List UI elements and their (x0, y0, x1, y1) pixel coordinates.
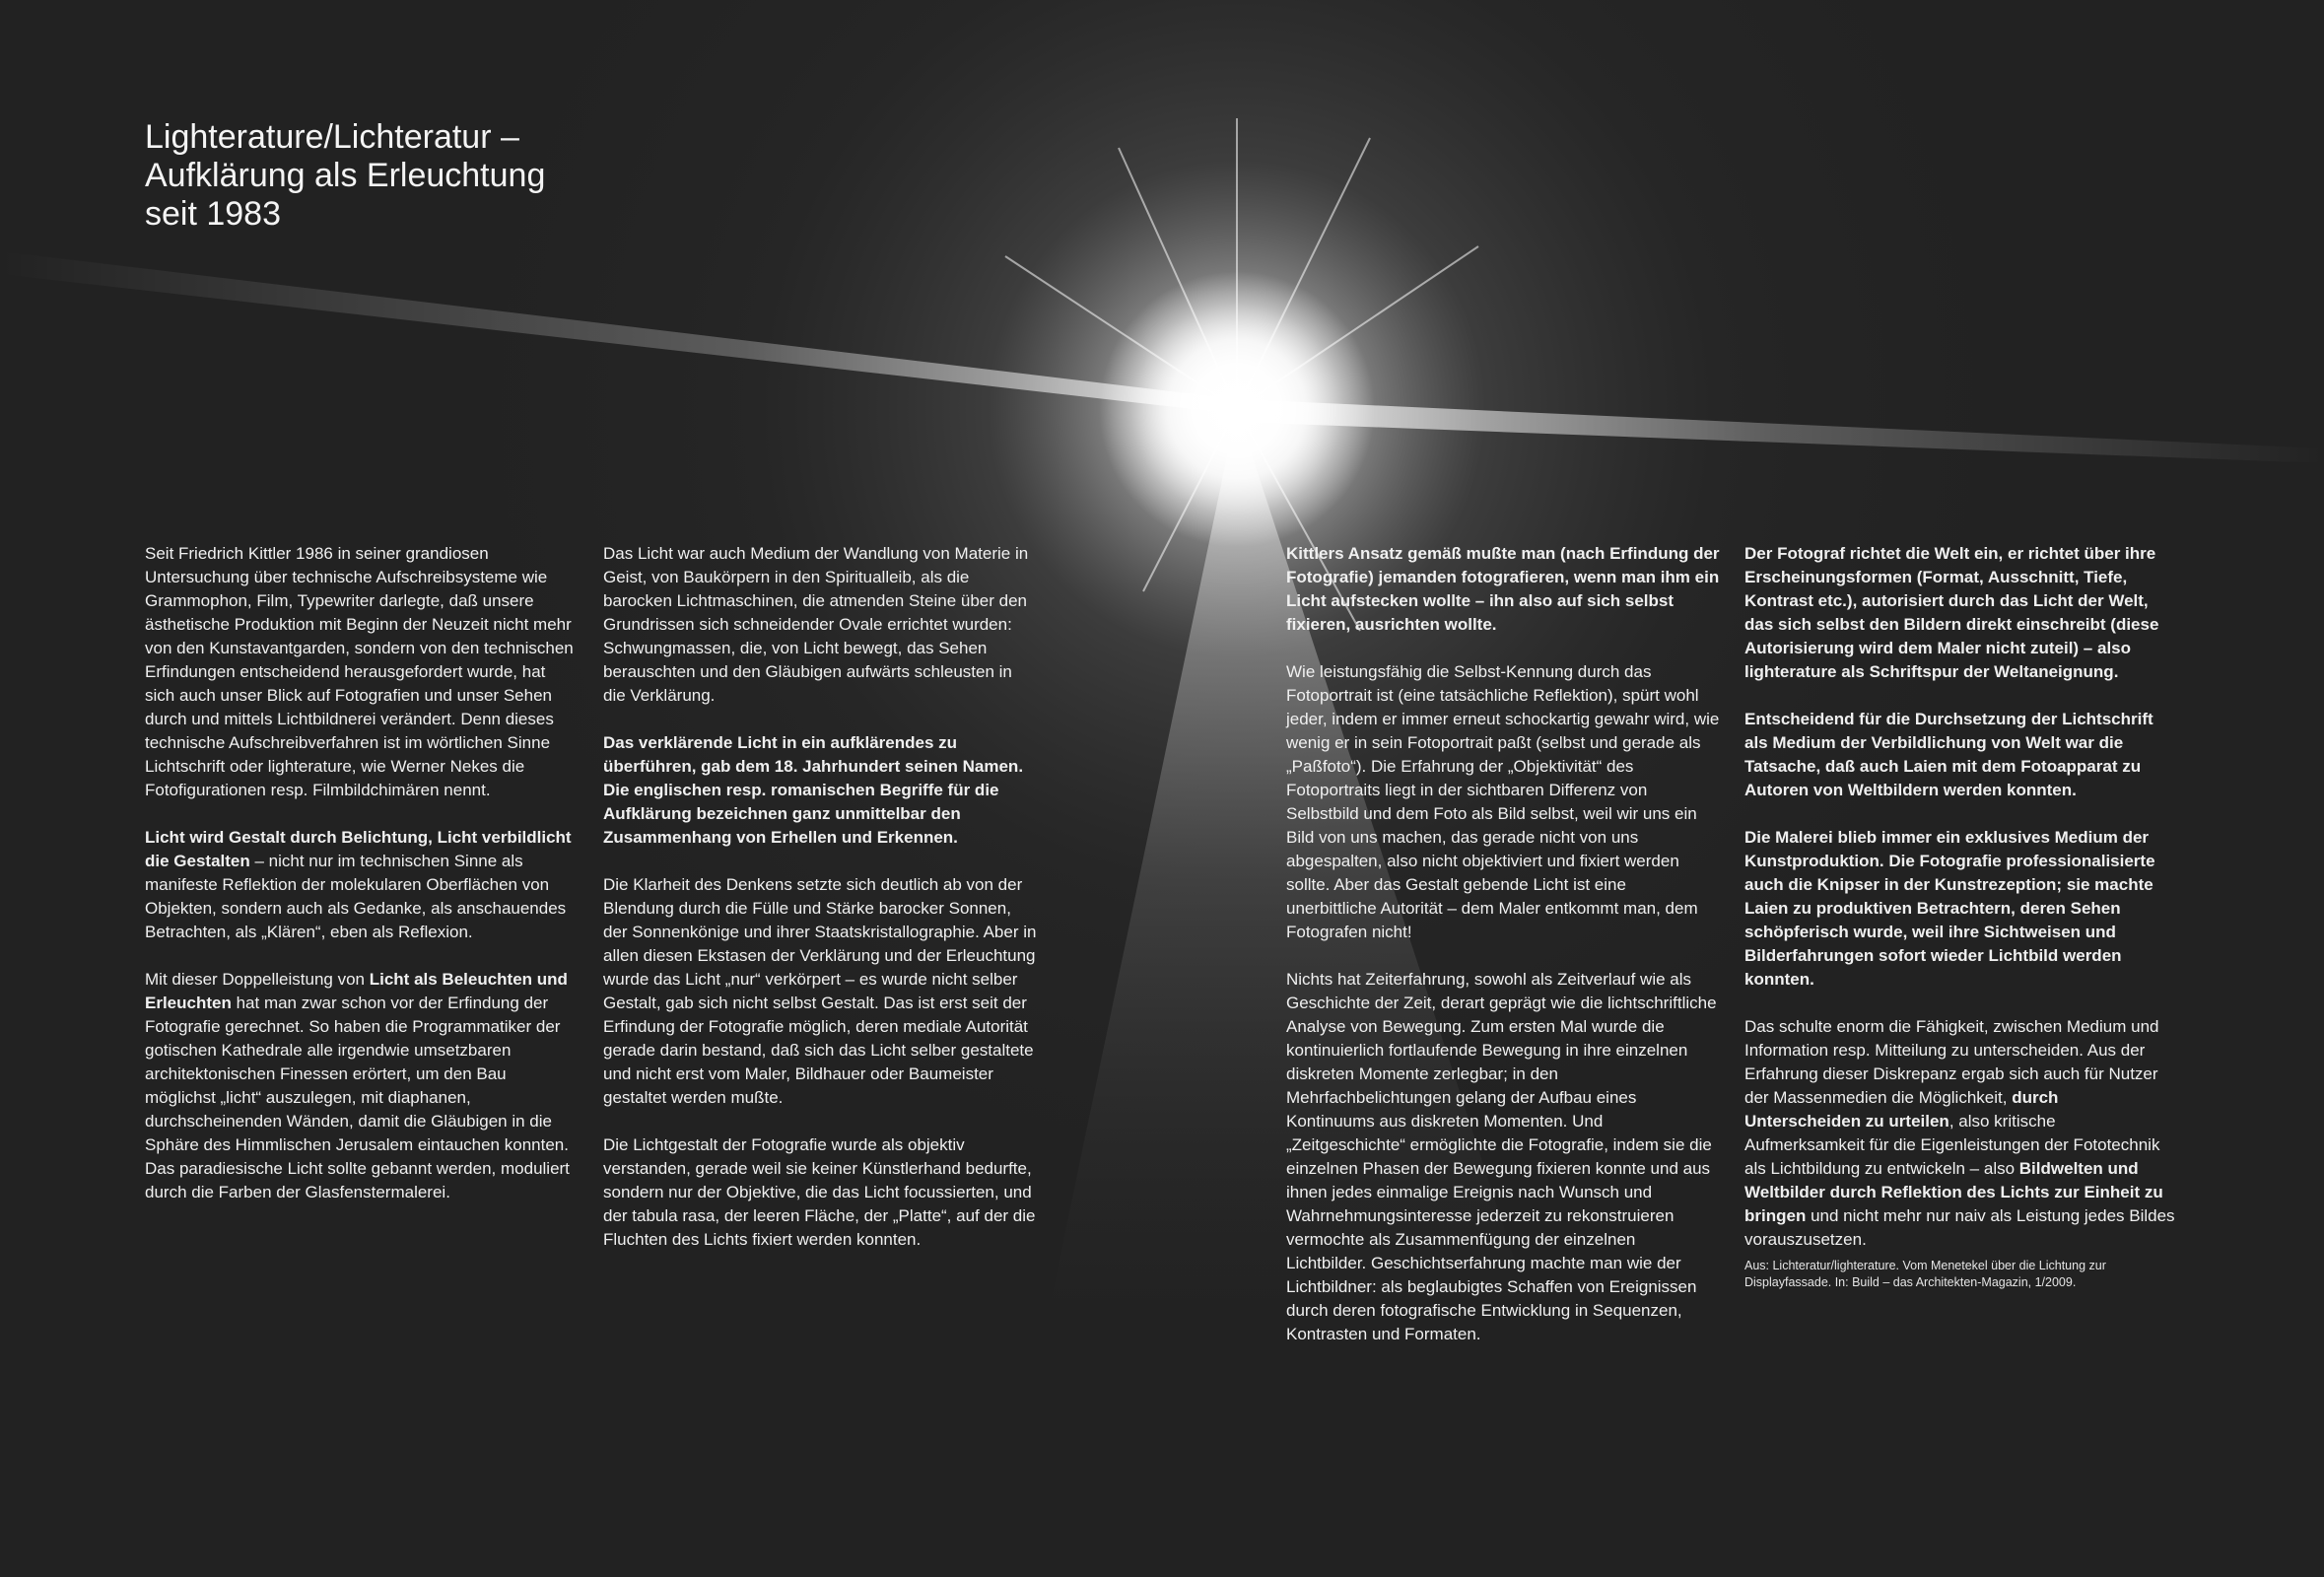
paragraph: Die Lichtgestalt der Fotografie wurde als objektiv verstanden, gerade weil sie keiner Künstlerhand bedurfte, sondern nur der Objektive, die das Licht focussierten, und der tabula rasa, der leeren Fläche, der „Platte“, auf der die Fluchten des Lichts fixiert werden konnten. (603, 1135, 1036, 1249)
source-citation: Aus: Lichteratur/lighterature. Vom Menetekel über die Lichtung zur Displayfassade. In: Build – das Architekten-Magazin, 1/2009. (1744, 1259, 2106, 1289)
title-line-1: Lighterature/Lichteratur – (145, 118, 519, 156)
paragraph-pre: Mit dieser Doppelleistung von (145, 970, 370, 989)
paragraph-bold: Entscheidend für die Durchsetzung der Lichtschrift als Medium der Verbildlichung von Welt war die Tatsache, daß auch Laien mit dem Fotoapparat zu Autoren von Weltbildern werden konnten. (1744, 710, 2153, 799)
page-title (145, 118, 697, 234)
text-column-4 (1744, 542, 2178, 1315)
paragraph-mid: , also kritische Aufmerksamkeit für die Eigenleistungen der Fototechnik als Lichtbildung zu entwickeln – also (1744, 1112, 2160, 1178)
paragraph-rest: – nicht nur im technischen Sinne als manifeste Reflektion der molekularen Oberflächen von Objekten, sondern auch als Gedanke, als anschauendes Betrachten, als „Klären“, eben als Reflexion. (145, 852, 567, 941)
paragraph: Die Klarheit des Denkens setzte sich deutlich ab von der Blendung durch die Fülle und Stärke barocker Sonnen, der Sonnenkönige und ihrer Staatskristallographie. Aber in allen diesen Ekstasen der Verklärung und der Erleuchtung wurde das Licht „nur“ verkörpert – es wurde nicht selber Gestalt, gab sich nicht selbst Gestalt. Das ist erst seit der Erfindung der Fotografie möglich, deren mediale Autorität gerade darin bestand, daß sich das Licht selber gestaltete und nicht erst vom Maler, Bildhauer oder Baumeister gestaltet werden mußte. (603, 875, 1037, 1107)
paragraph-bold: Die Malerei blieb immer ein exklusives Medium der Kunstproduktion. Die Fotografie professionalisierte auch die Knipser in der Kunstrezeption; sie machte Laien zu produktiven Betrachtern, deren Sehen schöpferisch wurde, weil ihre Sichtweisen und Bilderfahrungen sofort wieder Lichtbild werden konnten. (1744, 828, 2155, 989)
text-column-2 (603, 542, 1037, 1275)
title-line-3: seit 1983 (145, 195, 281, 233)
title-line-2: Aufklärung als Erleuchtung (145, 157, 546, 194)
paragraph (1744, 1015, 2178, 1252)
paragraph-bold: Kittlers Ansatz gemäß mußte man (nach Erfindung der Fotografie) jemanden fotografieren, wenn man ihm ein Licht aufstecken wollte – ihn also auf sich selbst fixieren, ausrichten wollte. (1286, 544, 1720, 634)
paragraph-bold: Der Fotograf richtet die Welt ein, er richtet über ihre Erscheinungsformen (Format, Ausschnitt, Tiefe, Kontrast etc.), autorisiert durch das Licht der Welt, das sich selbst den Bildern direkt einschreibt (diese Autorisierung wird dem Maler nicht zuteil) – also lighterature als Schriftspur der Weltaneignung. (1744, 544, 2159, 681)
paragraph-rest: und nicht mehr nur naiv als Leistung jedes Bildes vorauszusetzen. (1744, 1206, 2175, 1249)
text-column-1 (145, 542, 579, 1228)
paragraph: Seit Friedrich Kittler 1986 in seiner grandiosen Untersuchung über technische Aufschreibsysteme wie Grammophon, Film, Typewriter darlegte, daß unsere ästhetische Produktion mit Beginn der Neuzeit nicht mehr von den Kunstavantgarden, sondern von den technischen Erfindungen entscheidend herausgefordert wurde, hat sich auch unser Blick auf Fotografien und unser Sehen durch und mittels Lichtbildnerei verändert. Denn dieses technische Aufschreibverfahren ist im wörtlichen Sinne Lichtschrift oder lighterature, wie Werner Nekes die Fotofigurationen resp. Filmbildchimären nennt. (145, 544, 574, 799)
paragraph-mid-bold-2: Bildwelten und Weltbilder durch Reflektion des Lichts zur Einheit zu bringen (1744, 1159, 2163, 1225)
paragraph: Das Licht war auch Medium der Wandlung von Materie in Geist, von Baukörpern in den Spiritualleib, als die barocken Lichtmaschinen, die atmenden Steine über den Grundrissen sich schneidender Ovale errichtet wurden: Schwungmassen, die, von Licht bewegt, das Sehen berauschten und den Gläubigen aufwärts schleusten in die Verklärung. (603, 544, 1029, 705)
paragraph: Nichts hat Zeiterfahrung, sowohl als Zeitverlauf wie als Geschichte der Zeit, derart geprägt wie die lichtschriftliche Analyse von Bewegung. Zum ersten Mal wurde die kontinuierlich fortlaufende Bewegung in ihre einzelnen diskreten Momente zerlegbar; in den Mehrfachbelichtungen gelang der Aufbau eines Kontinuums aus diskreten Momenten. Und „Zeitgeschichte“ ermöglichte die Fotografie, indem sie die einzelnen Phasen der Bewegung fixieren konnte und aus ihnen jedes einmalige Ereignis nach Wunsch und Wahrnehmungsinteresse jederzeit zu rekonstruieren vermochte als Zusammenfügung der einzelnen Lichtbilder. Geschichtserfahrung machte man wie der Lichtbildner: als beglaubigtes Schaffen von Ereignissen durch deren fotografische Entwicklung in Sequenzen, Kontrasten und Formaten. (1286, 970, 1717, 1343)
paragraph-mid-bold: Licht als Beleuchten und Erleuchten (145, 970, 568, 1012)
paragraph (145, 968, 579, 1204)
paragraph: Wie leistungsfähig die Selbst-Kennung durch das Fotoportrait ist (eine tatsächliche Reflektion), spürt wohl jeder, indem er immer erneut schockartig gewahr wird, wie wenig er in sein Fotoportrait paßt (selbst und gerade als „Paßfoto“). Die Erfahrung der „Objektivität“ des Fotoportraits liegt in der sichtbaren Differenz von Selbstbild und dem Foto als Bild selbst, weil wir uns ein Bild von uns machen, das gerade nicht von uns abgespalten, also nicht objektiviert und fixiert werden sollte. Aber das Gestalt gebende Licht ist eine unerbittliche Autorität – dem Maler entkommt man, dem Fotografen nicht! (1286, 662, 1720, 941)
paragraph-pre: Das schulte enorm die Fähigkeit, zwischen Medium und Information resp. Mitteilung zu unterscheiden. Aus der Erfahrung dieser Diskrepanz ergab sich auch für Nutzer der Massenmedien die Möglichkeit, (1744, 1017, 2159, 1107)
text-column-3 (1286, 542, 1720, 1370)
paragraph-mid-bold: durch Unterscheiden zu urteilen (1744, 1088, 2059, 1131)
paragraph-bold: Das verklärende Licht in ein aufklärendes zu überführen, gab dem 18. Jahrhundert seinen Namen. Die englischen resp. romanischen Begriffe für die Aufklärung bezeichnen ganz unmittelbar den Zusammenhang von Erhellen und Erkennen. (603, 733, 1024, 847)
paragraph-lead-bold: Licht wird Gestalt durch Belichtung, Licht verbildlicht die Gestalten (145, 828, 572, 870)
paragraph-rest: hat man zwar schon vor der Erfindung der Fotografie gerechnet. So haben die Programmatiker der gotischen Kathedrale alle irgendwie umsetzbaren architektonischen Finessen erörtert, um den Bau möglichst „licht“ auszulegen, mit diaphanen, durchscheinenden Wänden, damit die Gläubigen in die Sphäre des Himmlischen Jerusalem eintauchen konnten. Das paradiesische Licht sollte gebannt werden, moduliert durch die Farben der Glasfenstermalerei. (145, 994, 570, 1201)
paragraph (145, 826, 579, 944)
